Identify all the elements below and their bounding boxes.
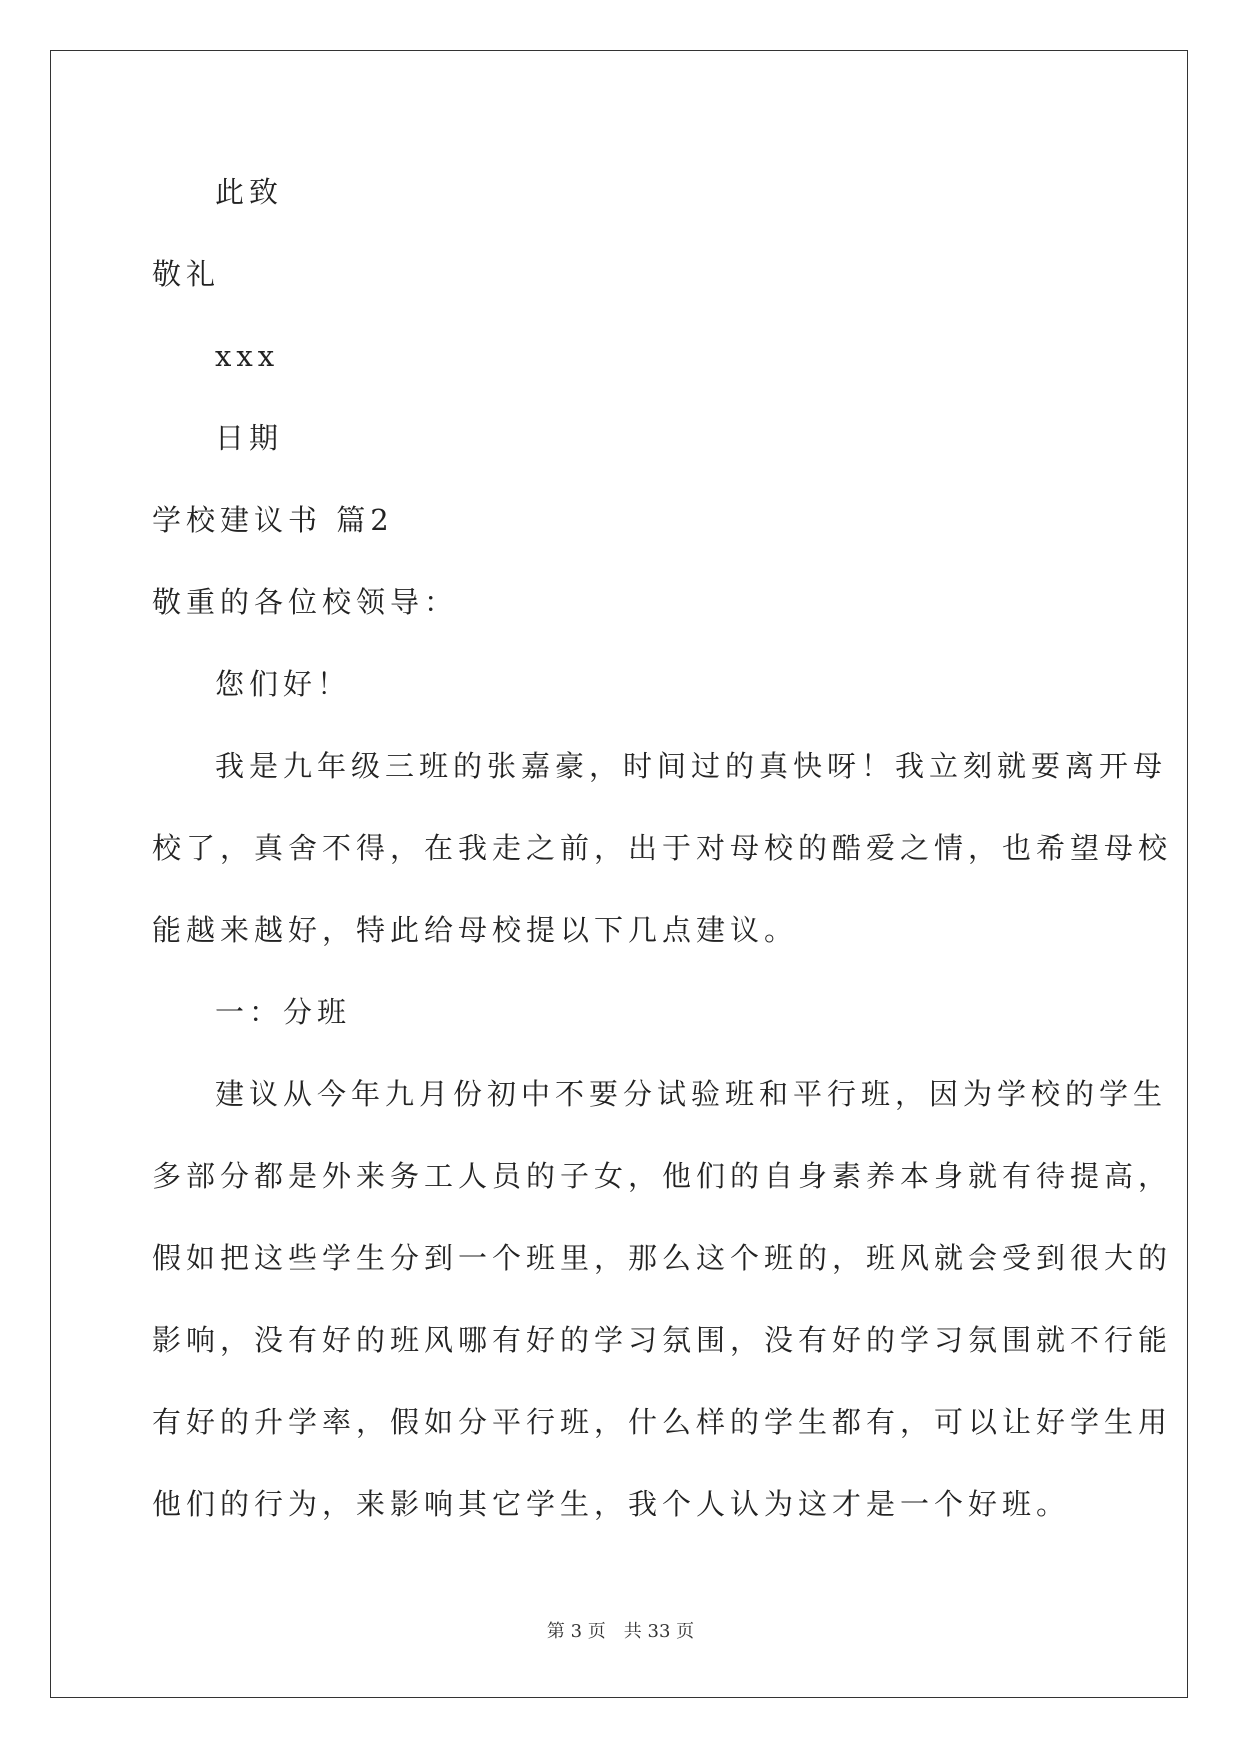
subsection-heading: 一：分班 [215, 995, 352, 1029]
closing-line: 此致 [215, 175, 284, 209]
letter-greeting: 敬重的各位校领导： [152, 585, 459, 619]
paragraph-line: 他们的行为，来影响其它学生，我个人认为这才是一个好班。 [152, 1487, 1071, 1521]
paragraph-line: 假如把这些学生分到一个班里，那么这个班的，班风就会受到很大的 [152, 1241, 1173, 1275]
page-number-footer: 第 3 页 共 33 页 [546, 1621, 695, 1642]
page-border [50, 50, 1188, 1698]
paragraph-line: 建议从今年九月份初中不要分试验班和平行班，因为学校的学生 [215, 1077, 1168, 1111]
letter-hello: 您们好！ [215, 667, 352, 701]
salutation-line: 敬礼 [152, 257, 221, 291]
section-heading: 学校建议书 篇2 [152, 503, 394, 537]
paragraph-line: 我是九年级三班的张嘉豪，时间过的真快呀！我立刻就要离开母 [215, 749, 1168, 783]
paragraph-line: 影响，没有好的班风哪有好的学习氛围，没有好的学习氛围就不行能 [152, 1323, 1173, 1357]
signature-name: xxx [215, 339, 280, 373]
paragraph-line: 校了，真舍不得，在我走之前，出于对母校的酷爱之情，也希望母校 [152, 831, 1173, 865]
paragraph-line: 多部分都是外来务工人员的子女，他们的自身素养本身就有待提高， [152, 1159, 1173, 1193]
paragraph-line: 能越来越好，特此给母校提以下几点建议。 [152, 913, 799, 947]
signature-date: 日期 [215, 421, 284, 455]
paragraph-line: 有好的升学率，假如分平行班，什么样的学生都有，可以让好学生用 [152, 1405, 1173, 1439]
